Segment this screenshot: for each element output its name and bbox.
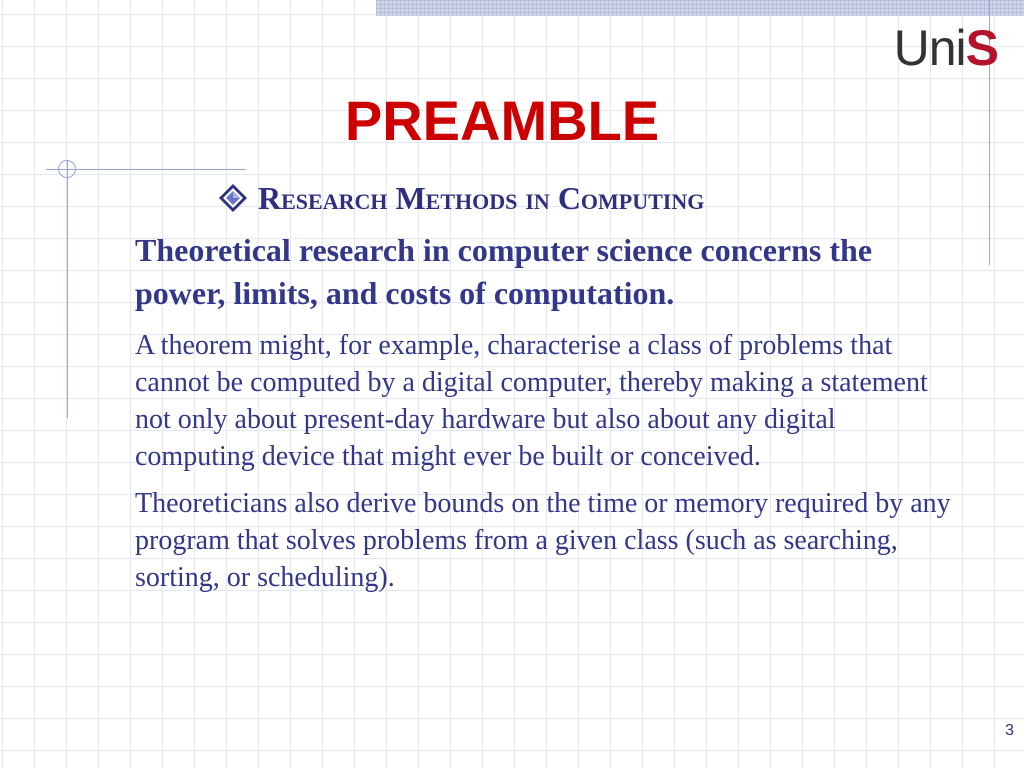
decorative-vertical-line-left [67, 160, 68, 418]
slide-body [135, 229, 955, 606]
page-number: 3 [1005, 722, 1014, 739]
unis-logo [894, 20, 998, 76]
top-decorative-band [376, 0, 1024, 16]
body-paragraph-1: A theorem might, for example, characterise a class of problems that cannot be computed by a digital computer, thereby making a statement not only about present-day hardware but also about any digital computing device that might ever be built or conceived. [135, 330, 928, 472]
decorative-circle [58, 160, 76, 178]
slide-title: PREAMBLE [344, 89, 660, 152]
logo-accent-text: S [965, 20, 998, 76]
body-paragraph-2: Theoreticians also derive bounds on the time or memory required by any program that solves problems from a given class (such as searching, sorting, or scheduling). [135, 488, 951, 593]
slide-subtitle: Research Methods in Computing [258, 180, 705, 216]
lead-statement: Theoretical research in computer science concerns the power, limits, and costs of computation. [135, 232, 873, 311]
decorative-horizontal-line [46, 169, 246, 170]
logo-main-text: Uni [893, 20, 966, 76]
subtitle-row [218, 178, 704, 218]
diamond-bullet-icon [218, 183, 248, 213]
